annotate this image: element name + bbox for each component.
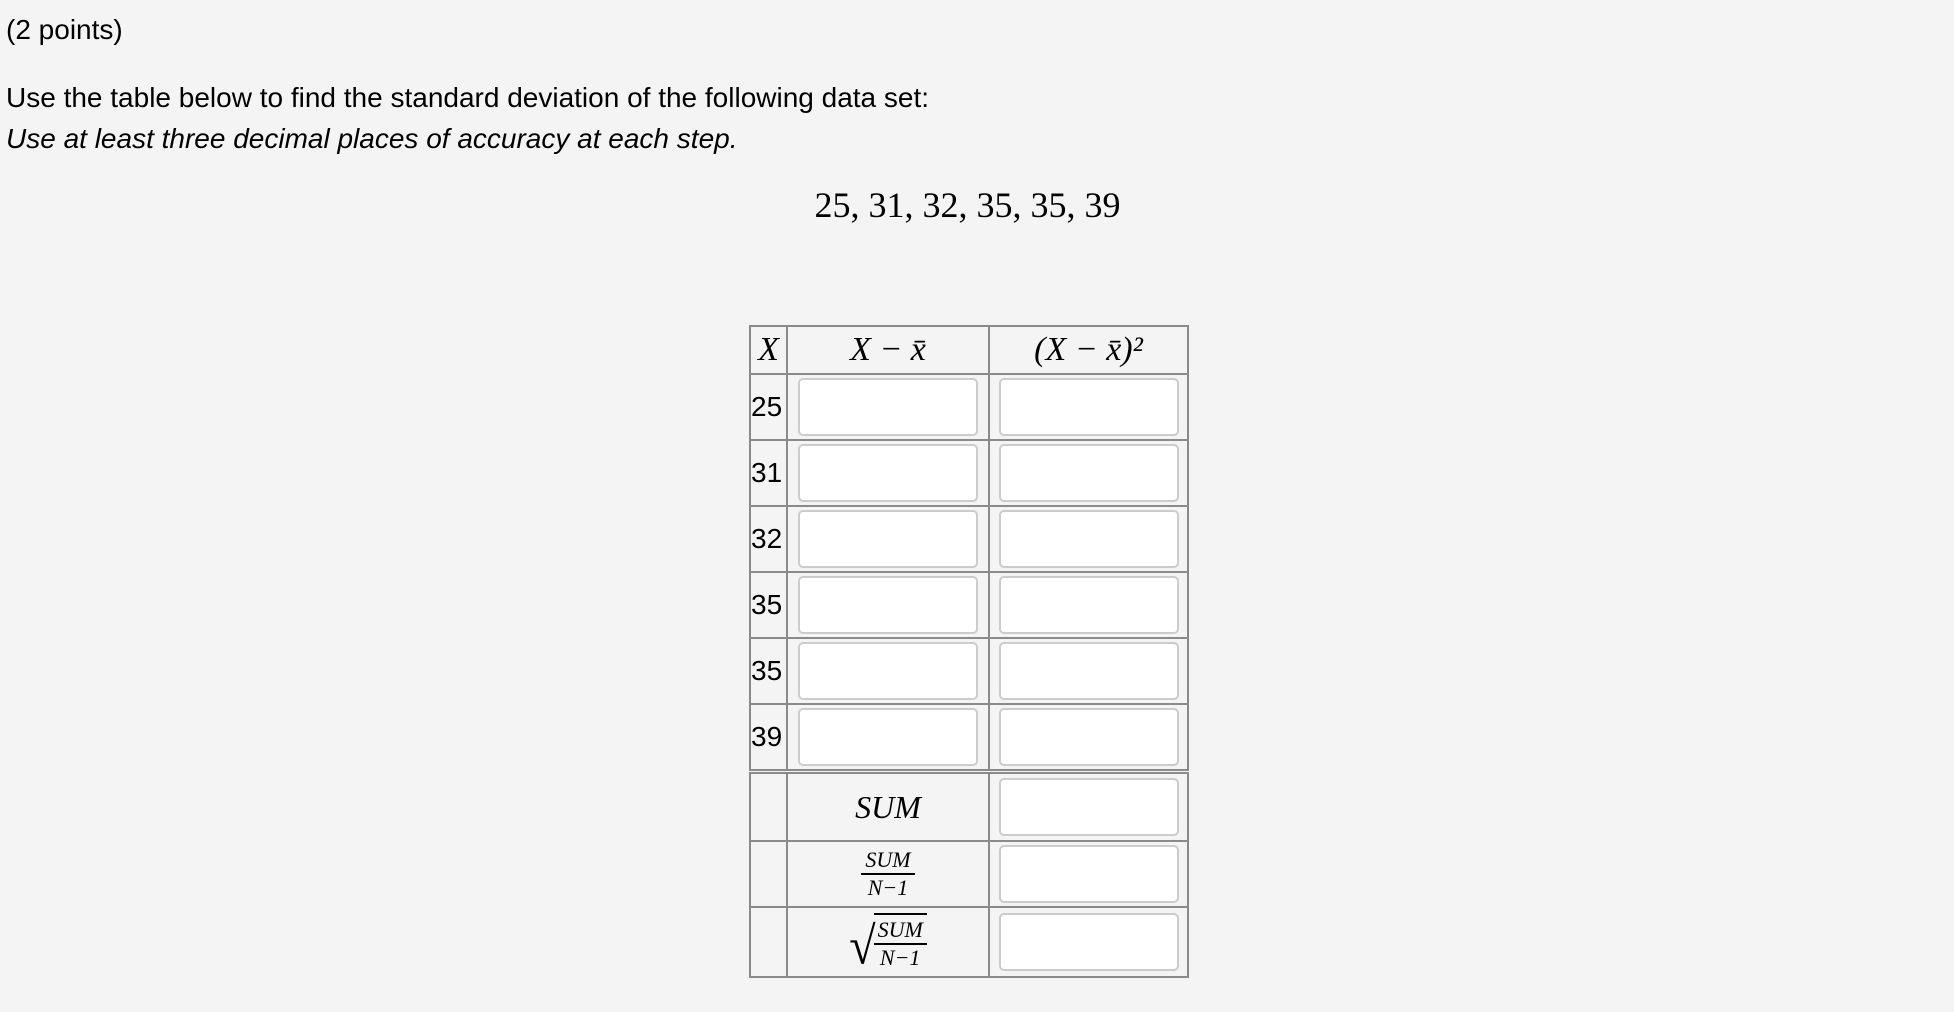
table-row	[750, 704, 1188, 772]
table-row	[750, 440, 1188, 506]
x-value: 35	[750, 572, 787, 638]
accuracy-instruction: Use at least three decimal places of accuracy at each step.	[6, 123, 738, 154]
variance-fraction	[861, 847, 914, 901]
header-squared-deviation: (X − x̄)²	[989, 326, 1188, 374]
squared-input-5[interactable]	[999, 642, 1179, 700]
squared-input-3[interactable]	[999, 510, 1179, 568]
deviation-input-2[interactable]	[798, 444, 978, 502]
x-value: 32	[750, 506, 787, 572]
squared-input-4[interactable]	[999, 576, 1179, 634]
std-dev-row	[750, 907, 1188, 977]
sum-label: SUM	[787, 772, 989, 842]
header-x: X	[750, 326, 787, 374]
header-deviation: X − x̄	[787, 326, 989, 374]
deviation-input-1[interactable]	[798, 378, 978, 436]
variance-input[interactable]	[999, 845, 1179, 903]
deviation-input-6[interactable]	[798, 708, 978, 766]
std-dev-denominator: N−1	[879, 945, 921, 970]
squared-input-2[interactable]	[999, 444, 1179, 502]
sum-input[interactable]	[999, 778, 1179, 836]
variance-numerator: SUM	[861, 847, 914, 875]
std-dev-input[interactable]	[999, 913, 1179, 971]
deviation-input-3[interactable]	[798, 510, 978, 568]
table-row	[750, 506, 1188, 572]
x-value: 25	[750, 374, 787, 440]
blank-cell	[750, 907, 787, 977]
deviation-input-4[interactable]	[798, 576, 978, 634]
std-dev-label	[787, 907, 989, 977]
square-root	[849, 913, 927, 976]
sum-row	[750, 772, 1188, 842]
table-row	[750, 374, 1188, 440]
x-value: 35	[750, 638, 787, 704]
radicand	[874, 913, 927, 971]
standard-deviation-table	[749, 325, 1189, 978]
x-value: 31	[750, 440, 787, 506]
data-set: 25, 31, 32, 35, 35, 39	[814, 185, 1121, 225]
radical-sign-icon: √	[849, 917, 876, 976]
variance-label	[787, 841, 989, 907]
points-label: (2 points)	[6, 14, 123, 45]
question-prompt: Use the table below to find the standard deviation of the following data set:	[6, 82, 930, 113]
variance-row	[750, 841, 1188, 907]
table-header-row	[750, 326, 1188, 374]
squared-input-1[interactable]	[999, 378, 1179, 436]
blank-cell	[750, 841, 787, 907]
x-value: 39	[750, 704, 787, 772]
squared-input-6[interactable]	[999, 708, 1179, 766]
std-dev-numerator: SUM	[874, 917, 927, 945]
blank-cell	[750, 772, 787, 842]
deviation-input-5[interactable]	[798, 642, 978, 700]
variance-denominator: N−1	[867, 875, 909, 900]
table-row	[750, 638, 1188, 704]
table-row	[750, 572, 1188, 638]
std-dev-fraction	[874, 917, 927, 971]
